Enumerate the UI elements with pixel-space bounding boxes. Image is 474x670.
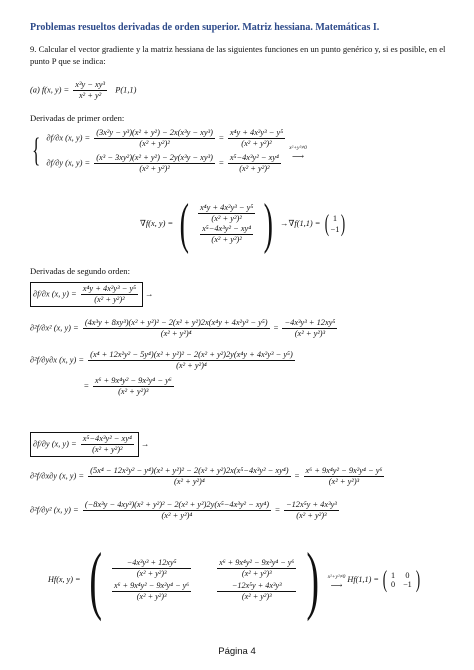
arrow-icon: →	[145, 289, 154, 299]
arrow-icon: →	[140, 439, 150, 449]
page-number: Página 4	[218, 646, 256, 657]
function-fraction: $\frac{\text{x³y − xy³}}{\text{x² + y²}}$	[75, 80, 105, 100]
fxy-simplified: = $\frac{\text{x⁶ + 9x⁴y² − 9x²y⁴ − y⁶}}{\text{(x² + y²)³}}$	[84, 376, 172, 396]
first-order-heading: Derivadas de primer orden:	[30, 113, 125, 123]
second-order-heading: Derivadas de segundo orden:	[30, 266, 130, 276]
hessian-matrix: Hf(x, y) = ( $\frac{\text{−4x³y³ + 12xy⁵}}{\text{(x² + y²)³}}$ $\frac{\text{x⁶ + 9x⁴y² − 9x²y⁴ − y⁶}}{\text{(x² + y²)³}}$ $\frac{\text{x⁶ + 9x⁴y² − 9x²y⁴ − y⁶}}{\text{(x² + y²)³}}$ $\frac{\text{−12x⁵y + 4x³y³}}{\text{(x² + y²)³}}$ ) x²+y²≠0 ⟶ Hf(1,1) = ( 1 0 0 −1 )	[48, 538, 421, 622]
fyx-equation: ∂²f/∂x∂y (x, y) = $\frac{\text{(5x⁴ − 12x²y² − y⁴)(x² + y²)² − 2(x² + y²)2x(x⁵−4x³y² − xy⁴)}}{\text{(x² + y²)⁴}}$ = $\frac{\text{x⁶ + 9x⁴y² − 9x²y⁴ − y⁶}}{\text{(x² + y²)³}}$	[30, 466, 383, 486]
fyy-equation: ∂²f/∂y² (x, y) = $\frac{\text{(−8x³y − 4xy³)(x² + y²)² − 2(x² + y²)2y(x⁵−4x³y² − xy⁴)}}{\text{(x² + y²)⁴}}$ = $\frac{\text{−12x⁵y + 4x³y³}}{\text{(x² + y²)³}}$	[30, 500, 337, 520]
fx-boxed: ∂f/∂x (x, y) = $\frac{\text{x⁴y + 4x²y³ − y⁵}}{\text{(x² + y²)²}}$ →	[30, 282, 154, 307]
fx-equation: ∂f/∂x (x, y) = $\frac{\text{(3x²y − y³)(x² + y²) − 2x(x³y − xy³)}}{\text{(x² + y²)²}}$ = $\frac{\text{x⁴y + 4x²y³ − y⁵}}{\text{(x² + y²)²}}$	[46, 128, 284, 148]
left-brace: {	[32, 132, 41, 169]
function-definition: (a) f(x, y) = $\frac{\text{x³y − xy³}}{\text{x² + y²}}$ P(1,1)	[30, 80, 137, 100]
arrow-icon: ⟶	[330, 580, 343, 590]
fxx-equation: ∂²f/∂x² (x, y) = $\frac{\text{(4x³y + 8xy³)(x² + y²)² − 2(x² + y²)2x(x⁴y + 4x²y³ − y⁵)}}{\text{(x² + y²)⁴}}$ = $\frac{\text{−4x³y³ + 12xy⁵}}{\text{(x² + y²)³}}$	[30, 318, 336, 338]
gradient-vector: ∇f(x, y) = ( $\frac{\text{x⁴y + 4x²y³ − y⁵}}{\text{(x² + y²)²}}$ $\frac{\text{x⁵−4x³y² − xy⁴}}{\text{(x² + y²)²}}$ ) →∇f(1,1) = ( 1 −1 )	[140, 193, 346, 255]
arrow-icon: ⟶	[292, 151, 305, 161]
fy-boxed: ∂f/∂y (x, y) = $\frac{\text{x⁵−4x³y² − xy⁴}}{\text{(x² + y²)²}}$ →	[30, 432, 149, 457]
first-order-system	[28, 128, 307, 174]
gradient-at-point: →∇f(1,1) =	[280, 218, 321, 228]
fy-equation: ∂f/∂y (x, y) = $\frac{\text{(x³ − 3xy²)(x² + y²) − 2y(x³y − xy³)}}{\text{(x² + y²)²}}$ = $\frac{\text{x⁵−4x³y² − xy⁴}}{\text{(x² + y²)²}}$	[46, 153, 279, 173]
problem-statement: 9. Calcular el vector gradiente y la matriz hessiana de las siguientes funciones en un punto genérico y, si es posible, en el punto P que se indica:	[30, 44, 446, 66]
fxy-equation: ∂²f/∂y∂x (x, y) = (x⁴ + 12x²y² − 5y⁴)(x² + y²)² − 2(x² + y²)2y(x⁴y + 4x²y³ − y⁵) (x² + y²)⁴	[30, 350, 293, 370]
page-title: Problemas resueltos derivadas de orden superior. Matriz hessiana. Matemáticas I.	[30, 22, 380, 33]
point-label: P(1,1)	[115, 85, 137, 95]
nonzero-condition: x²+y²≠0	[289, 144, 307, 151]
